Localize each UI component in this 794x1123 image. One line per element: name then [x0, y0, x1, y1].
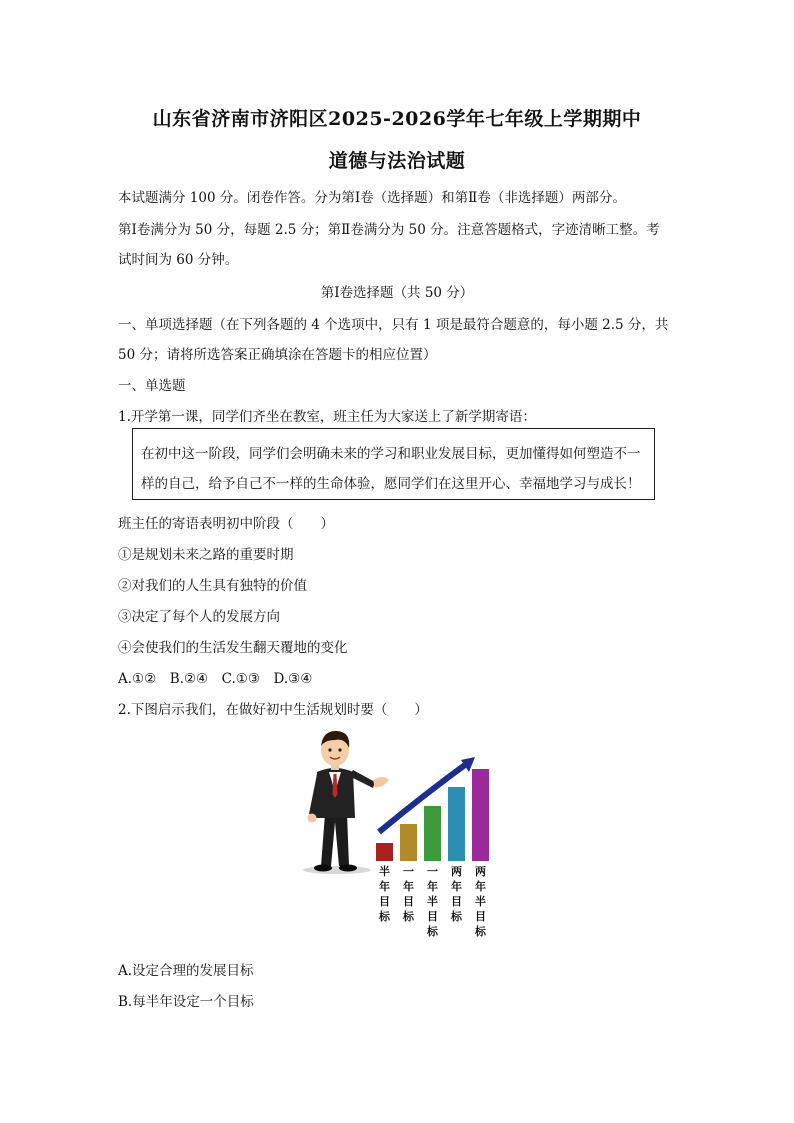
- q1-option-1: ①是规划未来之路的重要时期: [118, 547, 294, 563]
- part-instruction-line2: 50 分；请将所选答案正确填涂在答题卡的相应位置）: [118, 347, 437, 363]
- instructions-line3: 试时间为 60 分钟。: [118, 252, 239, 268]
- exam-title-line1: 山东省济南市济阳区2025-2026学年七年级上学期期中: [152, 108, 642, 130]
- bar-label: 两 年 目 标: [451, 865, 462, 923]
- sub-heading: 一、单选题: [118, 378, 186, 394]
- bar-label: 两 年 半 目 标: [475, 865, 486, 938]
- q2-figure: [295, 722, 495, 947]
- section-heading: 第Ⅰ卷选择题（共 50 分）: [320, 285, 474, 301]
- bar-label: 一 年 半 目 标: [427, 865, 438, 938]
- growth-bar: [448, 787, 465, 861]
- q2-stem: 2.下图启示我们，在做好初中生活规划时要（ ）: [118, 702, 428, 718]
- instructions-line1: 本试题满分 100 分。闭卷作答。分为第Ⅰ卷（选择题）和第Ⅱ卷（非选择题）两部分。: [118, 190, 626, 206]
- bar-label: 半 年 目 标: [379, 865, 390, 923]
- q2-option-b: B.每半年设定一个目标: [118, 994, 254, 1010]
- q1-choices: A.①② B.②④ C.①③ D.③④: [118, 671, 313, 687]
- instructions-line2: 第Ⅰ卷满分为 50 分，每题 2.5 分；第Ⅱ卷满分为 50 分。注意答题格式，字迹清晰工整。考: [118, 222, 660, 238]
- q1-quote-line1: 在初中这一阶段，同学们会明确未来的学习和职业发展目标，更加懂得如何塑造不一: [141, 446, 641, 462]
- q1-option-3: ③决定了每个人的发展方向: [118, 609, 280, 625]
- q1-question: 班主任的寄语表明初中阶段（ ）: [118, 516, 334, 532]
- q1-option-2: ②对我们的人生具有独特的价值: [118, 578, 307, 594]
- q1-option-4: ④会使我们的生活发生翻天覆地的变化: [118, 640, 348, 656]
- q2-option-a: A.设定合理的发展目标: [118, 963, 254, 979]
- businessman-illustration: [295, 722, 495, 947]
- q1-stem: 1.开学第一课，同学们齐坐在教室，班主任为大家送上了新学期寄语：: [118, 409, 536, 425]
- growth-bar: [400, 824, 417, 861]
- q1-quote-line2: 样的自己，给予自己不一样的生命体验，愿同学们在这里开心、幸福地学习与成长！: [141, 476, 641, 492]
- bar-label: 一 年 目 标: [403, 865, 414, 923]
- growth-bar: [376, 843, 393, 862]
- part-instruction-line1: 一、单项选择题（在下列各题的 4 个选项中，只有 1 项是最符合题意的，每小题 2.5 分，共: [118, 317, 669, 333]
- growth-bar: [424, 806, 441, 862]
- growth-bar: [472, 769, 489, 862]
- exam-title-line2: 道德与法治试题: [328, 150, 466, 172]
- q1-quote-box: [132, 428, 655, 500]
